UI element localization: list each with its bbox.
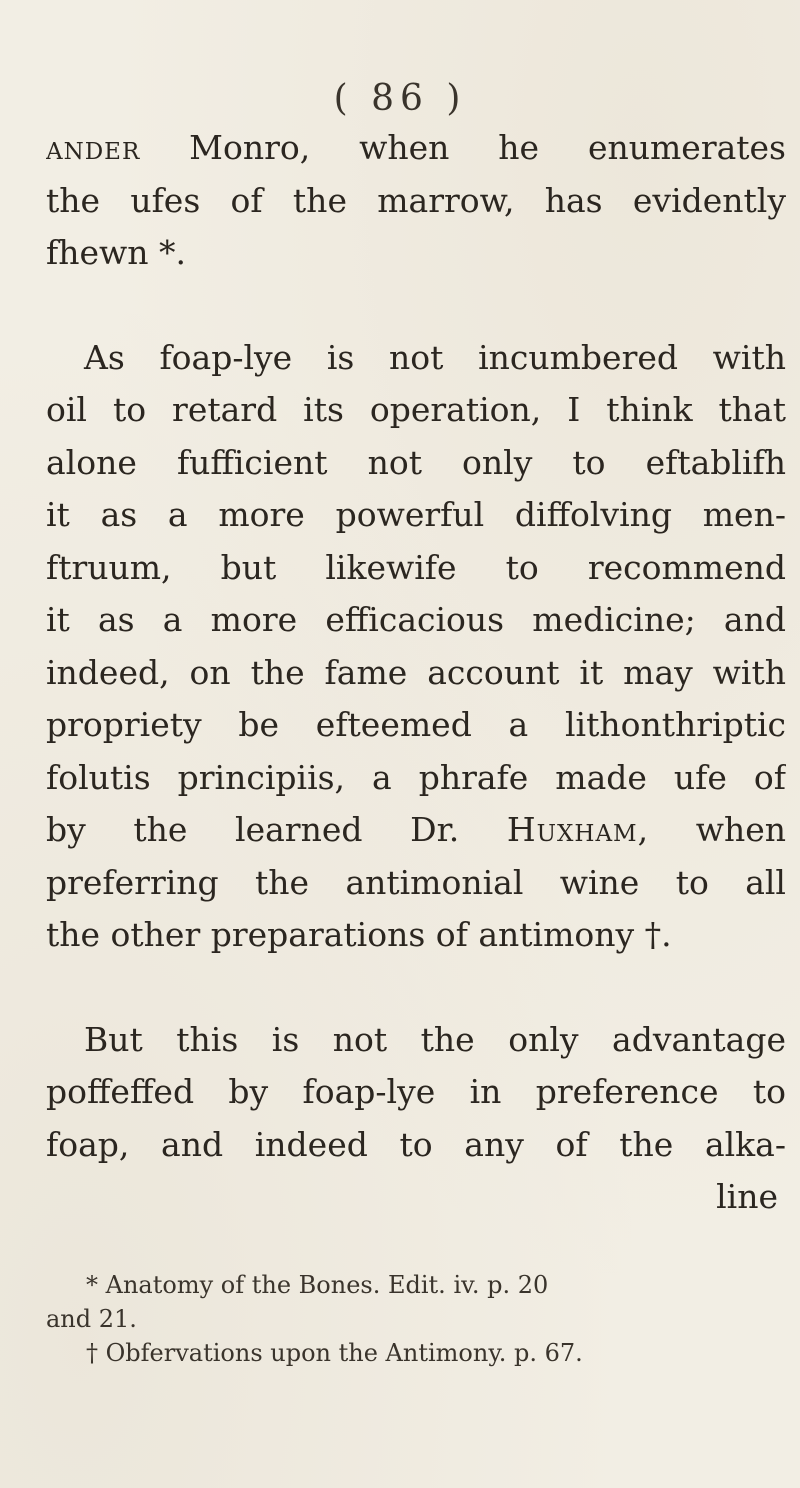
text-line: it as a more efficacious medicine; and	[46, 600, 786, 639]
text-line: folutis principiis, a phrafe made ufe of	[46, 757, 786, 797]
text-line: But this is not the only advantage	[84, 1019, 786, 1059]
text-line: ftruum, but likewife to recommend	[46, 547, 786, 587]
text-line: poffeffed by foap-lye in preference to	[46, 1072, 786, 1111]
footnote-line: * Anatomy of the Bones. Edit. iv. p. 20	[86, 1271, 549, 1299]
text-line: oil to retard its operation, I think that	[46, 390, 786, 429]
small-caps-name: Huxham	[506, 810, 638, 849]
text-line: the other preparations of antimony †.	[46, 915, 672, 954]
text-line: foap, and indeed to any of the alka-	[46, 1124, 786, 1164]
text-line: propriety be efteemed a lithonthriptic	[46, 705, 786, 744]
footnote-line: and 21.	[46, 1305, 137, 1333]
text-line: alone fufficient not only to eftablifh	[46, 442, 786, 482]
text-fragment: Monro, when he enumerates	[140, 128, 786, 167]
body-text	[46, 122, 786, 1224]
footnotes	[46, 1268, 786, 1370]
text-fragment: by the learned Dr.	[46, 810, 507, 849]
text-line: preferring the antimonial wine to all	[46, 862, 786, 902]
text-line: As foap-lye is not incumbered with	[84, 337, 786, 377]
catchword: line	[716, 1177, 778, 1216]
text-line: it as a more powerful diffolving men-	[46, 495, 786, 534]
text-line: fhewn *.	[46, 233, 186, 272]
text-line	[46, 122, 786, 175]
text-line: indeed, on the fame account it may with	[46, 652, 786, 692]
footnote-line: † Obfervations upon the Antimony. p. 67.	[86, 1339, 583, 1367]
small-caps-name: ander	[46, 128, 141, 167]
page-number: ( 86 )	[333, 78, 467, 119]
paragraph-gap	[46, 962, 786, 1014]
paragraph-gap	[46, 280, 786, 332]
text-line	[46, 804, 786, 857]
text-fragment: , when	[637, 810, 786, 849]
text-line: the ufes of the marrow, has evidently	[46, 180, 786, 220]
